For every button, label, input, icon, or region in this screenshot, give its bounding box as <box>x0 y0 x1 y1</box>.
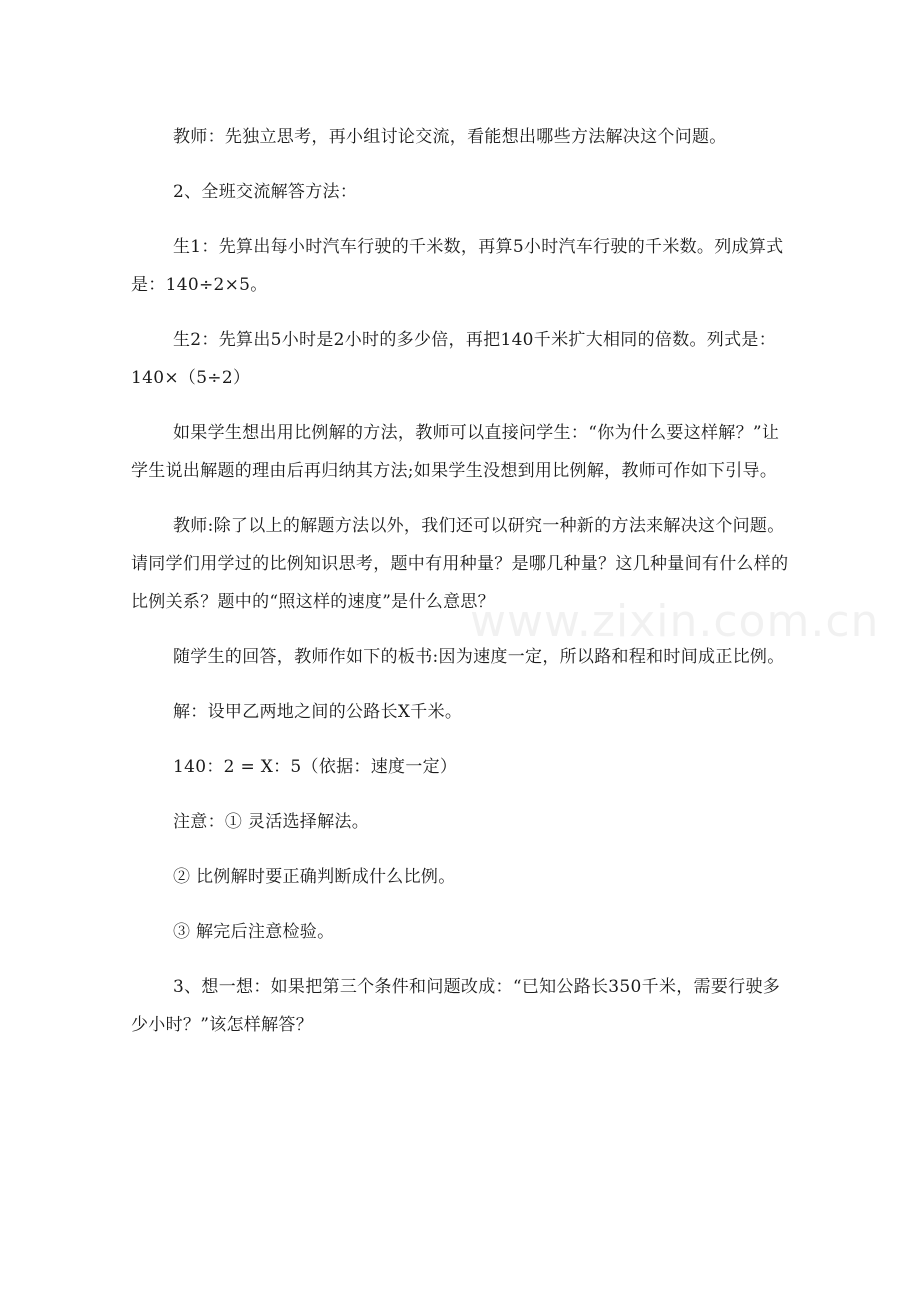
paragraph-student-1-method: 生1：先算出每小时汽车行驶的千米数，再算5小时汽车行驶的千米数。列成算式是：140÷2×5。 <box>131 237 784 295</box>
paragraph-solution-setup: 解：设甲乙两地之间的公路长X千米。 <box>173 702 463 722</box>
paragraph-student-2-method: 生2：先算出5小时是2小时的多少倍，再把140千米扩大相同的倍数。列式是：140×（5÷2） <box>131 330 776 388</box>
paragraph-board-writing: 随学生的回答，教师作如下的板书:因为速度一定，所以路和程和时间成正比例。 <box>173 647 785 667</box>
paragraph-note-3: ③ 解完后注意检验。 <box>173 922 335 942</box>
document-body <box>131 118 791 1061</box>
paragraph-teacher-instruction: 教师：先独立思考，再小组讨论交流，看能想出哪些方法解决这个问题。 <box>173 127 727 147</box>
paragraph-class-exchange-heading: 2、全班交流解答方法： <box>173 182 358 202</box>
watermark: www.zixin.com.cn <box>470 596 880 647</box>
paragraph-proportion-question: 如果学生想出用比例解的方法，教师可以直接问学生：“你为什么要这样解？”让学生说出解题的理由后再归纳其方法;如果学生没想到用比例解，教师可作如下引导。 <box>131 423 780 481</box>
paragraph-equation: 140：2 = X：5（依据：速度一定） <box>173 757 458 777</box>
paragraph-teacher-guidance: 教师:除了以上的解题方法以外，我们还可以研究一种新的方法来解决这个问题。请同学们用学过的比例知识思考，题中有用种量？是哪几种量？这几种量间有什么样的比例关系？题中的“照这样的速度”是什么意思？ <box>131 516 789 612</box>
paragraph-note-1: 注意：① 灵活选择解法。 <box>173 812 370 832</box>
paragraph-note-2: ② 比例解时要正确判断成什么比例。 <box>173 867 456 887</box>
paragraph-think-question: 3、想一想：如果把第三个条件和问题改成：“已知公路长350千米，需要行驶多少小时？”该怎样解答？ <box>131 977 781 1035</box>
